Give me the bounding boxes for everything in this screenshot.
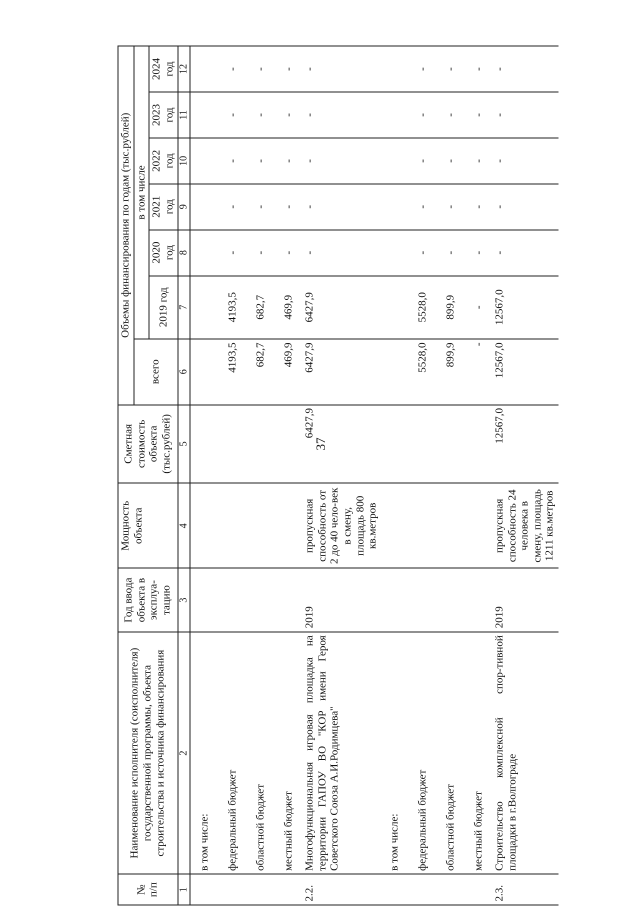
cell-num: 2.2. [303, 874, 381, 905]
cell-2019: 469,9 [275, 276, 303, 339]
cell-name: местный бюджет [464, 632, 492, 875]
cell-capacity: пропускная способность 24 человека в смену, площадь 1211 кв.метров [492, 483, 558, 568]
cell-2023: - [492, 92, 558, 138]
cell-2023 [380, 92, 408, 138]
table-row [464, 46, 492, 905]
cell-cost: 12567,0 [492, 405, 558, 484]
cell-2023: - [303, 92, 381, 138]
cell-2020: - [247, 230, 275, 276]
col-number: 6 [178, 339, 191, 405]
cell-capacity: пропускная способность от 2 до 40 чело-век в смену, площадь 800 кв.метров [303, 483, 381, 568]
cell-cost: 6427,9 [303, 405, 381, 484]
cell-total: 6427,9 [303, 339, 381, 405]
cell-cost [408, 405, 436, 484]
header-2019: 2019 год [149, 276, 177, 339]
cell-2019 [380, 276, 408, 339]
cell-2020: - [303, 230, 381, 276]
cell-2022: - [303, 138, 381, 184]
cell-2023: - [275, 92, 303, 138]
col-number: 3 [178, 568, 191, 631]
cell-2020: - [464, 230, 492, 276]
table-row [436, 46, 464, 905]
cell-2024: - [436, 46, 464, 92]
cell-2024 [380, 46, 408, 92]
header-2021: 2021 год [149, 184, 177, 230]
header-num: № п/п [118, 874, 178, 905]
cell-2023: - [436, 92, 464, 138]
cell-name: федеральный бюджет [219, 632, 247, 875]
cell-2019: 5528,0 [408, 276, 436, 339]
cell-capacity [464, 483, 492, 568]
cell-year [436, 568, 464, 631]
cell-2024 [190, 46, 219, 92]
cell-capacity [190, 483, 219, 568]
cell-2023: - [247, 92, 275, 138]
cell-num [219, 874, 247, 905]
header-funding: Объемы финансирования по годам (тыс.рублей) [118, 46, 134, 405]
col-number: 9 [178, 184, 191, 230]
cell-cost [464, 405, 492, 484]
cell-2019: 6427,9 [303, 276, 381, 339]
cell-num: 2.3. [492, 874, 558, 905]
cell-cost [275, 405, 303, 484]
cell-year [464, 568, 492, 631]
table-row [492, 46, 558, 905]
cell-2021: - [408, 184, 436, 230]
table-row [408, 46, 436, 905]
cell-2021: - [464, 184, 492, 230]
cell-2024: - [464, 46, 492, 92]
column-numbers-row [178, 46, 191, 905]
cell-2021: - [436, 184, 464, 230]
cell-2024: - [303, 46, 381, 92]
cell-2020: - [275, 230, 303, 276]
cell-total: 899,9 [436, 339, 464, 405]
cell-2019: 4193,5 [219, 276, 247, 339]
cell-year [275, 568, 303, 631]
cell-name: Строительство комплексной спор-тивной площадки в г.Волгограде [492, 632, 558, 875]
cell-total: 682,7 [247, 339, 275, 405]
cell-total: 5528,0 [408, 339, 436, 405]
cell-2020: - [436, 230, 464, 276]
cell-2023: - [464, 92, 492, 138]
header-name: Наименование исполнителя (соисполнителя) государственной программы, объекта строительства и источника финансирования [118, 632, 178, 875]
cell-capacity [219, 483, 247, 568]
cell-cost [436, 405, 464, 484]
cell-year [190, 568, 219, 631]
header-year: Год ввода объекта в эксплуа-тацию [118, 568, 178, 631]
cell-cost [219, 405, 247, 484]
cell-2019: 682,7 [247, 276, 275, 339]
cell-cost [190, 405, 219, 484]
cell-2020: - [219, 230, 247, 276]
cell-2022: - [436, 138, 464, 184]
cell-2022: - [247, 138, 275, 184]
table-row [275, 46, 303, 905]
col-number: 12 [178, 46, 191, 92]
cell-2019: - [464, 276, 492, 339]
cell-capacity [247, 483, 275, 568]
cell-2022: - [408, 138, 436, 184]
cell-total [380, 339, 408, 405]
cell-2021: - [219, 184, 247, 230]
cell-name: областной бюджет [247, 632, 275, 875]
cell-2021: - [492, 184, 558, 230]
col-number: 11 [178, 92, 191, 138]
cell-2024: - [247, 46, 275, 92]
cell-capacity [275, 483, 303, 568]
rotated-document [118, 46, 556, 906]
col-number: 8 [178, 230, 191, 276]
cell-2019: 12567,0 [492, 276, 558, 339]
cell-year: 2019 [303, 568, 381, 631]
cell-2020: - [408, 230, 436, 276]
cell-total: 469,9 [275, 339, 303, 405]
cell-total: - [464, 339, 492, 405]
funding-table [118, 46, 559, 906]
cell-capacity [408, 483, 436, 568]
col-number: 7 [178, 276, 191, 339]
col-number: 10 [178, 138, 191, 184]
cell-2022: - [464, 138, 492, 184]
cell-2020 [380, 230, 408, 276]
cell-2024: - [408, 46, 436, 92]
cell-name: в том числе: [380, 632, 408, 875]
col-number: 5 [178, 405, 191, 484]
cell-2021 [190, 184, 219, 230]
header-total: всего [134, 339, 178, 405]
cell-2024: - [219, 46, 247, 92]
cell-num [464, 874, 492, 905]
table-row [190, 46, 219, 905]
cell-2020 [190, 230, 219, 276]
header-2022: 2022 год [149, 138, 177, 184]
cell-2021: - [275, 184, 303, 230]
cell-year [219, 568, 247, 631]
cell-capacity [380, 483, 408, 568]
header-cost: Сметная стоимость объекта (тыс.рублей) [118, 405, 178, 484]
cell-total: 4193,5 [219, 339, 247, 405]
cell-year [408, 568, 436, 631]
header-capacity: Мощность объекта [118, 483, 178, 568]
cell-2022 [380, 138, 408, 184]
cell-num [436, 874, 464, 905]
table-row [219, 46, 247, 905]
table-row [303, 46, 381, 905]
cell-2022: - [219, 138, 247, 184]
header-2020: 2020 год [149, 230, 177, 276]
col-number: 1 [178, 874, 191, 905]
cell-2021 [380, 184, 408, 230]
cell-2023: - [219, 92, 247, 138]
cell-name: в том числе: [190, 632, 219, 875]
cell-year [247, 568, 275, 631]
cell-cost [247, 405, 275, 484]
header-2024: 2024 год [149, 46, 177, 92]
table-body [190, 46, 558, 905]
cell-num [408, 874, 436, 905]
cell-total: 12567,0 [492, 339, 558, 405]
cell-2019: 899,9 [436, 276, 464, 339]
cell-year: 2019 [492, 568, 558, 631]
page-number: 37 [313, 437, 328, 451]
cell-2022 [190, 138, 219, 184]
cell-capacity [436, 483, 464, 568]
cell-name: областной бюджет [436, 632, 464, 875]
cell-num [247, 874, 275, 905]
cell-2022: - [275, 138, 303, 184]
cell-2021: - [303, 184, 381, 230]
col-number: 4 [178, 483, 191, 568]
header-2023: 2023 год [149, 92, 177, 138]
cell-total [190, 339, 219, 405]
header-including: в том числе [134, 46, 150, 339]
cell-year [380, 568, 408, 631]
cell-name: Многофункциональная игровая площадка на территории ГАПОУ ВО "КОР имени Героя Советского Союза А.И.Родимцева" [303, 632, 381, 875]
cell-num [190, 874, 219, 905]
cell-2024: - [275, 46, 303, 92]
cell-2021: - [247, 184, 275, 230]
cell-cost [380, 405, 408, 484]
cell-num [275, 874, 303, 905]
cell-2019 [190, 276, 219, 339]
cell-2024: - [492, 46, 558, 92]
cell-num [380, 874, 408, 905]
table-row [380, 46, 408, 905]
table-row [247, 46, 275, 905]
cell-2023: - [408, 92, 436, 138]
col-number: 2 [178, 632, 191, 875]
cell-2023 [190, 92, 219, 138]
cell-2022: - [492, 138, 558, 184]
cell-name: местный бюджет [275, 632, 303, 875]
cell-name: федеральный бюджет [408, 632, 436, 875]
cell-2020: - [492, 230, 558, 276]
